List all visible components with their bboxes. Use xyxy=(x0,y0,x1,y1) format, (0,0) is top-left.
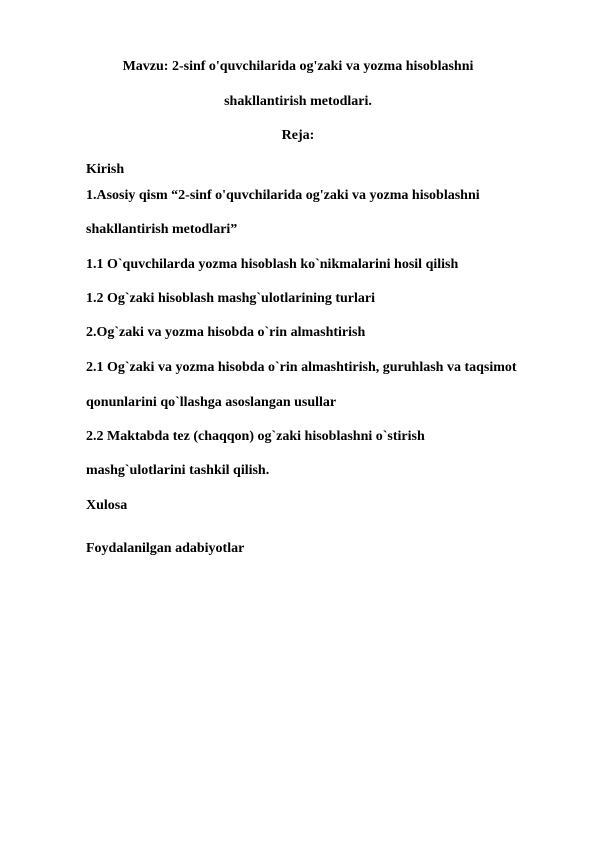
plan-item-2-2-cont: mashg`ulotlarini tashkil qilish. xyxy=(86,463,270,478)
plan-item-2-2: 2.2 Maktabda tez (chaqqon) og`zaki hisoblashni o`stirish xyxy=(86,429,425,444)
plan-item-conclusion: Xulosa xyxy=(86,498,128,513)
plan-item-1-2: 1.2 Og`zaki hisoblash mashg`ulotlarining turlari xyxy=(86,291,375,306)
plan-item-1: 1.Asosiy qism “2-sinf o'quvchilarida og'zaki va yozma hisoblashni xyxy=(86,188,480,203)
plan-item-2: 2.Og`zaki va yozma hisobda o`rin almashtirish xyxy=(86,325,366,340)
title-line-2: shakllantirish metodlari. xyxy=(224,94,372,109)
plan-item-1-1: 1.1 O`quvchilarda yozma hisoblash ko`nikmalarini hosil qilish xyxy=(86,257,459,272)
plan-item-1-cont: shakllantirish metodlari” xyxy=(86,222,238,237)
plan-item-intro: Kirish xyxy=(86,162,125,177)
plan-item-2-1: 2.1 Og`zaki va yozma hisobda o`rin almashtirish, guruhlash va taqsimot xyxy=(86,360,517,375)
plan-heading: Reja: xyxy=(281,128,315,143)
plan-item-references: Foydalanilgan adabiyotlar xyxy=(86,541,245,556)
plan-item-2-1-cont: qonunlarini qo`llashga asoslangan usullar xyxy=(86,395,337,410)
title-line-1: Mavzu: 2-sinf o'quvchilarida og'zaki va yozma hisoblashni xyxy=(122,59,474,74)
